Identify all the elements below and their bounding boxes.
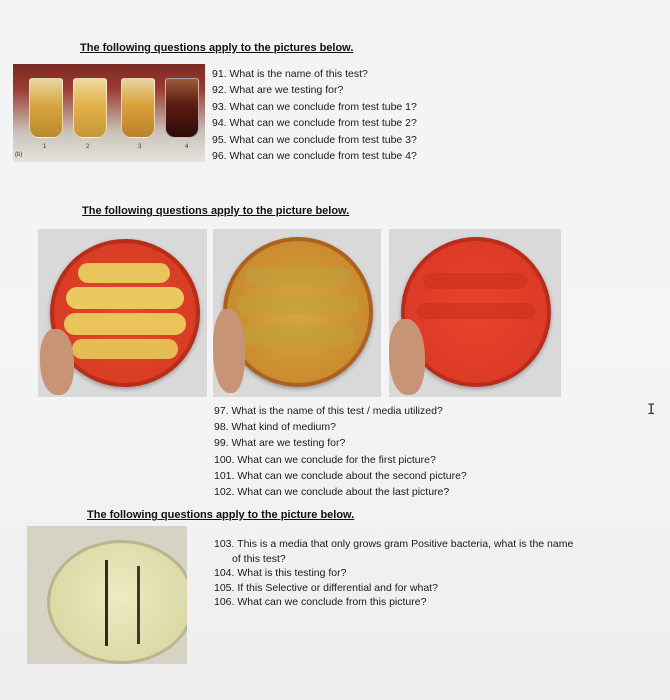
question-94: 94. What can we conclude from test tube 2? (212, 117, 417, 130)
streak-red (417, 303, 535, 319)
plate-photo-1 (38, 229, 207, 397)
streak-yellow (72, 339, 178, 359)
question-103-continuation (214, 552, 573, 567)
question-103: 103. This is a media that only grows gram Positive bacteria, what is the name (214, 538, 574, 550)
question-106: 106. What can we conclude from this picture? (214, 596, 427, 608)
section-3-questions (214, 537, 573, 610)
question-99: 99. What are we testing for? (214, 437, 346, 450)
question-97: 97. What is the name of this test / media utilized? (214, 405, 443, 417)
streak-red (423, 273, 527, 289)
tube-label-3: 3 (138, 144, 142, 150)
test-tube-2 (73, 78, 107, 138)
test-tubes-photo (13, 64, 205, 162)
question-98: 98. What kind of medium? (214, 421, 336, 434)
test-tube-4 (165, 78, 199, 138)
hand (389, 319, 425, 395)
question-104: 104. What is this testing for? (214, 567, 347, 579)
hand (40, 329, 74, 395)
streak-yellow (64, 313, 186, 335)
hand (213, 309, 245, 393)
question-96: 96. What can we conclude from test tube 4? (212, 149, 417, 162)
section-2-heading: The following questions apply to the picture below. (82, 205, 350, 217)
agar-plate-2 (223, 237, 373, 387)
tube-label-1: 1 (43, 144, 47, 150)
question-95: 95. What can we conclude from test tube 3? (212, 133, 417, 146)
test-tube-3 (121, 78, 155, 138)
question-91: 91. What is the name of this test? (212, 68, 368, 80)
plate-photo-2 (213, 229, 381, 397)
test-tube-1 (29, 78, 63, 138)
section-1-questions (212, 66, 417, 164)
section-1-heading: The following questions apply to the pictures below. (80, 42, 354, 54)
plate-photo-3 (389, 229, 561, 397)
streak-line (105, 560, 108, 646)
streak-yellow (237, 295, 359, 315)
photo-corner-label: (b) (15, 152, 23, 158)
question-100: 100. What can we conclude for the first picture? (214, 453, 436, 466)
question-92: 92. What are we testing for? (212, 84, 344, 97)
text-cursor-icon: I (647, 402, 656, 418)
question-93: 93. What can we conclude from test tube 1? (212, 100, 417, 113)
section-2-questions (214, 403, 467, 500)
question-101: 101. What can we conclude about the second picture? (214, 469, 467, 482)
agar-plate-photo (27, 526, 187, 664)
streak-yellow (245, 267, 351, 285)
question-103-line-2: of this test? (232, 552, 286, 565)
section-3-heading: The following questions apply to the picture below. (87, 509, 355, 521)
streak-line (137, 566, 140, 644)
question-105: 105. If this Selective or differential and for what? (214, 581, 438, 594)
streak-yellow (66, 287, 184, 309)
agar-plate-4 (47, 540, 187, 664)
streak-yellow (241, 325, 355, 345)
tube-label-4: 4 (185, 144, 189, 150)
question-102: 102. What can we conclude about the last picture? (214, 485, 450, 498)
tube-label-2: 2 (86, 144, 90, 150)
streak-yellow (78, 263, 170, 283)
